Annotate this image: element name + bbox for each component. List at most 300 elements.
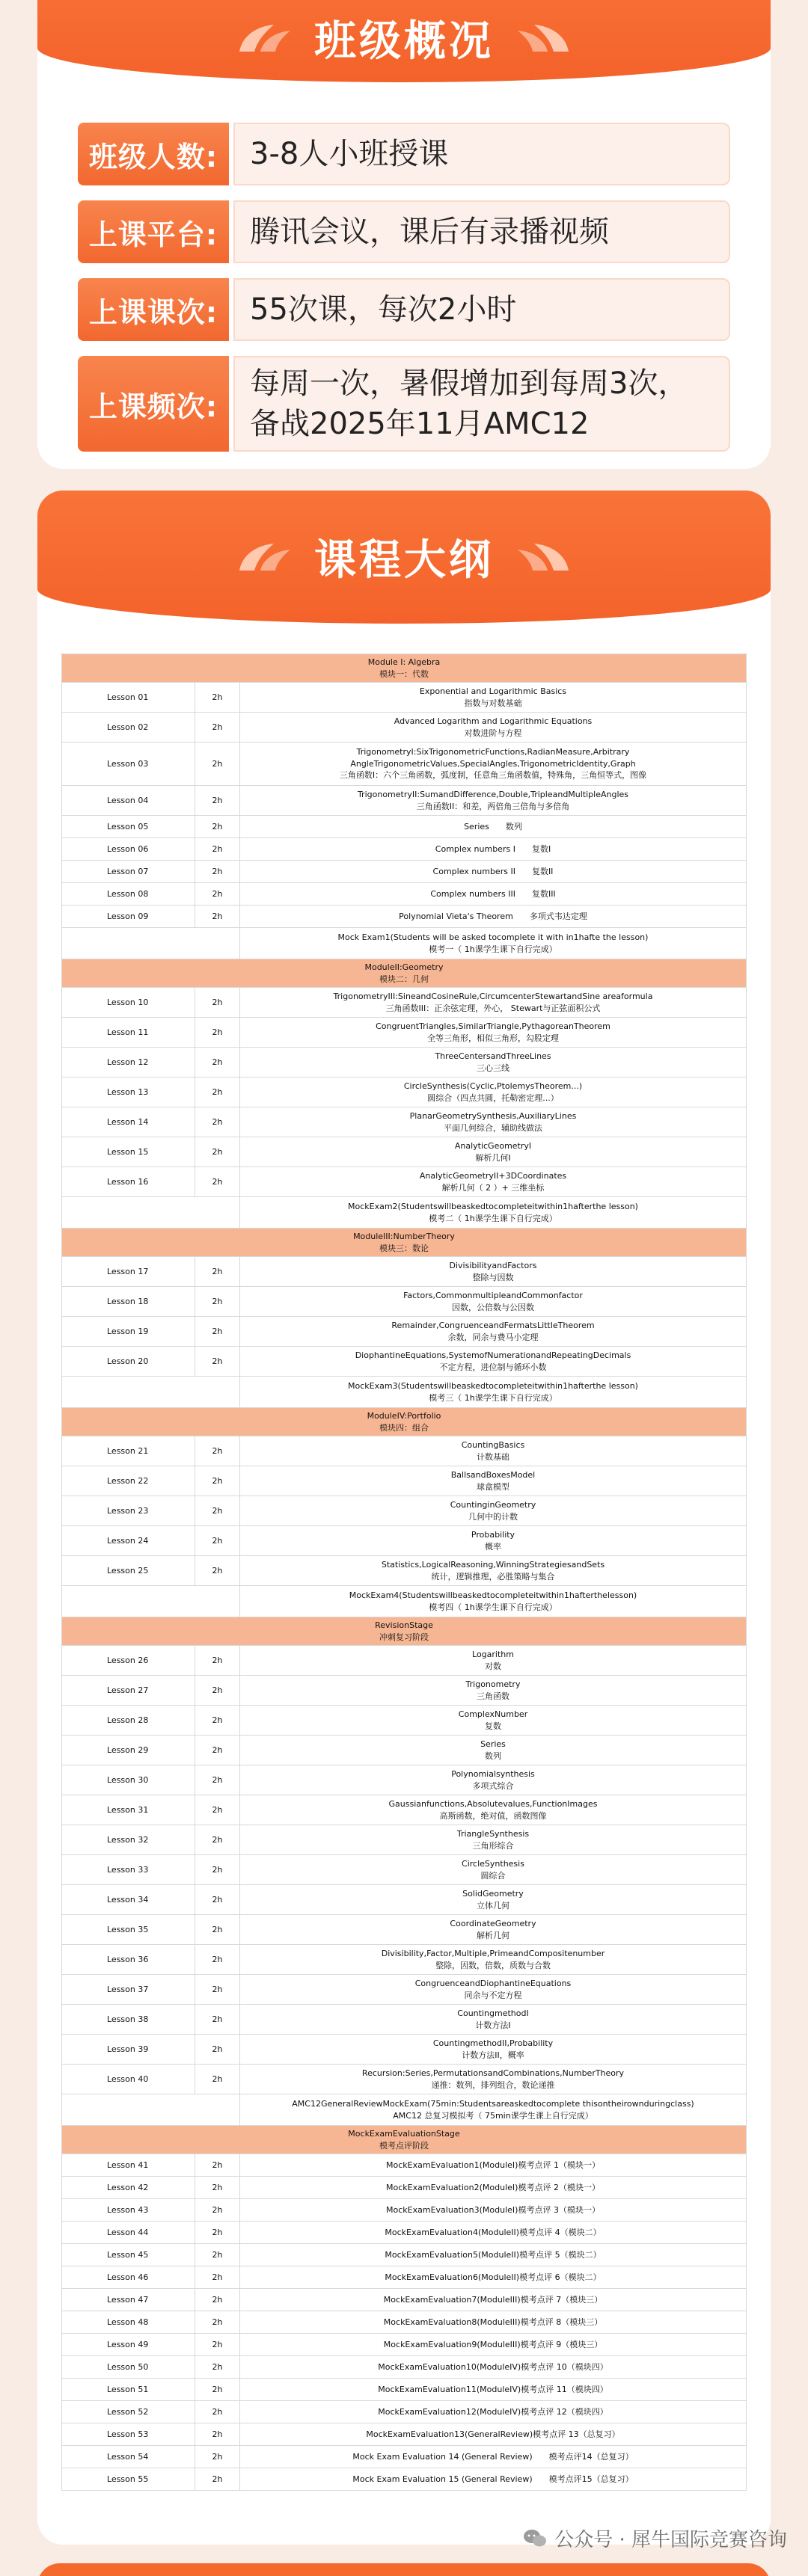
lesson-number: Lesson 21 bbox=[62, 1436, 195, 1466]
lesson-number: Lesson 49 bbox=[62, 2334, 195, 2356]
lesson-row bbox=[62, 2356, 747, 2379]
topic-text: Series bbox=[480, 1739, 506, 1749]
topic-text-cn: 球盒模型 bbox=[477, 1481, 509, 1492]
lesson-hours: 2h bbox=[195, 1765, 240, 1795]
topic-cell bbox=[240, 928, 747, 959]
lesson-row bbox=[62, 1556, 747, 1586]
lesson-hours: 2h bbox=[195, 1975, 240, 2005]
lesson-row bbox=[62, 1676, 747, 1706]
topic-cell bbox=[240, 1347, 747, 1377]
overview-row-platform bbox=[78, 200, 730, 263]
lesson-number: Lesson 12 bbox=[62, 1048, 195, 1078]
topic-cell bbox=[240, 1646, 747, 1676]
topic-cell bbox=[240, 2005, 747, 2035]
topic-text: MockExamEvaluation5(ModuleII)模考点评 5（模块二） bbox=[385, 2249, 602, 2260]
lesson-hours: 2h bbox=[195, 2244, 240, 2266]
topic-text: MockExamEvaluation7(ModuleIII)模考点评 7（模块三） bbox=[383, 2294, 603, 2305]
topic-text: AnalyticGeometryI bbox=[454, 1140, 532, 1151]
lesson-number: Lesson 41 bbox=[62, 2154, 195, 2177]
topic-cell bbox=[240, 2035, 747, 2065]
lesson-row bbox=[62, 2311, 747, 2334]
lesson-number: Lesson 03 bbox=[62, 743, 195, 786]
lesson-row bbox=[62, 2065, 747, 2094]
topic-cell bbox=[240, 988, 747, 1018]
lesson-row bbox=[62, 988, 747, 1018]
overview-value: 每周一次，暑假增加到每周3次， 备战2025年11月AMC12 bbox=[233, 356, 730, 452]
lesson-row bbox=[62, 1287, 747, 1317]
lesson-row bbox=[62, 1018, 747, 1048]
topic-text: Mock Exam Evaluation 14 (General Review) 模考点评14（总复习） bbox=[352, 2451, 634, 2462]
topic-text: PlanarGeometrySynthesis,AuxiliaryLines bbox=[409, 1110, 577, 1121]
lesson-hours: 2h bbox=[195, 1855, 240, 1885]
lesson-number: Lesson 43 bbox=[62, 2199, 195, 2222]
lesson-hours: 2h bbox=[195, 988, 240, 1018]
topic-cell bbox=[240, 2065, 747, 2094]
topic-text: CoordinateGeometry bbox=[450, 1918, 536, 1928]
topic-text: Polynomial Vieta's Theorem 多项式韦达定理 bbox=[399, 911, 587, 921]
topic-text-cn: 计数方法I bbox=[475, 2020, 511, 2030]
overview-label: 上课频次: bbox=[78, 356, 229, 452]
lesson-number: Lesson 54 bbox=[62, 2446, 195, 2468]
lesson-hours: 2h bbox=[195, 2199, 240, 2222]
lesson-number: Lesson 30 bbox=[62, 1765, 195, 1795]
lesson-number: Lesson 13 bbox=[62, 1078, 195, 1107]
topic-cell bbox=[240, 2311, 747, 2334]
topic-text: Gaussianfunctions,Absolutevalues,FunctionImages bbox=[388, 1798, 598, 1809]
module-cell bbox=[62, 1617, 747, 1646]
module-row bbox=[62, 654, 747, 683]
syllabus-table-body bbox=[62, 654, 747, 2491]
module-row bbox=[62, 1408, 747, 1436]
lesson-number: Lesson 34 bbox=[62, 1885, 195, 1915]
lesson-hours: 2h bbox=[195, 1496, 240, 1526]
lesson-hours: 2h bbox=[195, 838, 240, 861]
topic-text: Exponential and Logarithmic Basics bbox=[419, 686, 567, 696]
topic-text-cn: 模考一（ 1h课学生课下自行完成） bbox=[429, 944, 557, 954]
topic-cell bbox=[240, 1825, 747, 1855]
overview-row-sessions bbox=[78, 278, 730, 341]
topic-cell bbox=[240, 1137, 747, 1167]
lesson-number: Lesson 33 bbox=[62, 1855, 195, 1885]
overview-title: 班级概况 bbox=[314, 17, 494, 66]
topic-text: CountingmethodI bbox=[457, 2008, 529, 2018]
lesson-hours: 2h bbox=[195, 1018, 240, 1048]
overview-value: 腾讯会议，课后有录播视频 bbox=[233, 200, 730, 263]
lesson-number: Lesson 28 bbox=[62, 1706, 195, 1736]
topic-text: TrigonometryII:SumandDifference,Double,TripleandMultipleAngles bbox=[357, 789, 629, 799]
lesson-hours: 2h bbox=[195, 2311, 240, 2334]
module-title-cn: 冲刺复习阶段 bbox=[379, 1632, 429, 1642]
lesson-number: Lesson 07 bbox=[62, 861, 195, 883]
lesson-row bbox=[62, 2468, 747, 2491]
leaf-decoration-icon bbox=[235, 541, 293, 574]
topic-text: Series 数列 bbox=[464, 821, 522, 831]
lesson-number: Lesson 09 bbox=[62, 906, 195, 928]
topic-text: MockExam4(Studentswillbeaskedtocompleteitwithin1hafterthelesson) bbox=[349, 1590, 637, 1600]
topic-cell bbox=[240, 2401, 747, 2423]
lesson-number: Lesson 02 bbox=[62, 713, 195, 743]
topic-text: AnalyticGeometryII+3DCoordinates bbox=[419, 1170, 567, 1181]
topic-text-cn: 三心三线 bbox=[477, 1063, 509, 1073]
lesson-number: Lesson 39 bbox=[62, 2035, 195, 2065]
lesson-hours: 2h bbox=[195, 1825, 240, 1855]
topic-cell bbox=[240, 1496, 747, 1526]
lesson-hours: 2h bbox=[195, 2379, 240, 2401]
lesson-number: Lesson 37 bbox=[62, 1975, 195, 2005]
lesson-number: Lesson 48 bbox=[62, 2311, 195, 2334]
lesson-row bbox=[62, 2446, 747, 2468]
topic-text: CongruentTriangles,SimilarTriangle,PythagoreanTheorem bbox=[376, 1021, 610, 1031]
topic-cell bbox=[240, 816, 747, 838]
topic-text: Probability bbox=[471, 1529, 515, 1540]
topic-text: MockExamEvaluation1(ModuleI)模考点评 1（模块一） bbox=[386, 2160, 600, 2170]
leaf-decoration-icon bbox=[515, 541, 573, 574]
topic-text: MockExamEvaluation9(ModuleIII)模考点评 9（模块三） bbox=[383, 2339, 603, 2349]
module-title-cn: 模块四：组合 bbox=[379, 1422, 429, 1433]
lesson-hours: 2h bbox=[195, 1556, 240, 1586]
lesson-hours: 2h bbox=[195, 1287, 240, 1317]
lesson-number: Lesson 55 bbox=[62, 2468, 195, 2491]
lesson-hours: 2h bbox=[195, 1317, 240, 1347]
topic-text: CircleSynthesis(Cyclic,PtolemysTheorem...) bbox=[403, 1080, 583, 1091]
lesson-number: Lesson 14 bbox=[62, 1107, 195, 1137]
overview-row-class-size bbox=[78, 123, 730, 185]
topic-text-cn: 三角函数I：六个三角函数，弧度制，任意角三角函数值，特殊角，三角恒等式，图像 bbox=[339, 770, 647, 781]
lesson-number: Lesson 11 bbox=[62, 1018, 195, 1048]
module-title: ModuleII:Geometry bbox=[364, 962, 444, 972]
topic-text-cn: 多项式综合 bbox=[472, 1780, 514, 1791]
lesson-hours: 2h bbox=[195, 2005, 240, 2035]
topic-text-cn: 立体几何 bbox=[477, 1900, 509, 1911]
module-title: ModuleIII:NumberTheory bbox=[353, 1231, 455, 1241]
lesson-row bbox=[62, 1975, 747, 2005]
module-title-cn: 模块三：数论 bbox=[379, 1243, 429, 1253]
lesson-row bbox=[62, 2199, 747, 2222]
topic-cell bbox=[240, 1706, 747, 1736]
topic-cell bbox=[240, 1317, 747, 1347]
lesson-number: Lesson 18 bbox=[62, 1287, 195, 1317]
topic-text-cn: AMC12 总复习模拟考（ 75min课学生课上自行完成） bbox=[393, 2110, 593, 2121]
topic-cell bbox=[240, 1257, 747, 1287]
topic-cell bbox=[240, 2468, 747, 2491]
lesson-number: Lesson 27 bbox=[62, 1676, 195, 1706]
topic-text: Trigonometry bbox=[465, 1679, 521, 1689]
topic-cell bbox=[240, 2289, 747, 2311]
lesson-hours: 2h bbox=[195, 683, 240, 713]
topic-text: CircleSynthesis bbox=[462, 1858, 524, 1869]
topic-cell bbox=[240, 1915, 747, 1945]
lesson-number: Lesson 46 bbox=[62, 2266, 195, 2289]
lesson-hours: 2h bbox=[195, 2035, 240, 2065]
lesson-hours: 2h bbox=[195, 1915, 240, 1945]
module-row bbox=[62, 959, 747, 988]
lesson-row bbox=[62, 2379, 747, 2401]
lesson-row bbox=[62, 786, 747, 816]
lesson-row bbox=[62, 1765, 747, 1795]
topic-cell bbox=[240, 2334, 747, 2356]
topic-text-cn: 计数基础 bbox=[477, 1451, 509, 1462]
topic-text-cn: 圆综合 bbox=[480, 1870, 506, 1881]
lesson-number: Lesson 23 bbox=[62, 1496, 195, 1526]
lesson-row bbox=[62, 2005, 747, 2035]
class-overview-card bbox=[37, 0, 771, 469]
lesson-hours: 2h bbox=[195, 1526, 240, 1556]
lesson-number: Lesson 50 bbox=[62, 2356, 195, 2379]
lesson-hours: 2h bbox=[195, 1107, 240, 1137]
topic-text-cn: 复数 bbox=[485, 1721, 501, 1731]
lesson-row bbox=[62, 906, 747, 928]
lesson-row bbox=[62, 1825, 747, 1855]
lesson-number: Lesson 29 bbox=[62, 1736, 195, 1765]
lesson-number: Lesson 06 bbox=[62, 838, 195, 861]
topic-text-cn: 因数，公倍数与公因数 bbox=[452, 1302, 534, 1312]
lesson-row bbox=[62, 2334, 747, 2356]
topic-cell bbox=[240, 1436, 747, 1466]
lesson-hours: 2h bbox=[195, 861, 240, 883]
lesson-hours: 2h bbox=[195, 1795, 240, 1825]
topic-text: MockExamEvaluation4(ModuleII)模考点评 4（模块二） bbox=[385, 2227, 602, 2237]
lesson-row bbox=[62, 713, 747, 743]
lesson-hours: 2h bbox=[195, 906, 240, 928]
topic-cell bbox=[240, 743, 747, 786]
lesson-row bbox=[62, 1466, 747, 1496]
topic-text-cn: 三角形综合 bbox=[472, 1840, 514, 1851]
topic-cell bbox=[240, 1377, 747, 1408]
topic-cell bbox=[240, 2154, 747, 2177]
topic-text: TrigonometryIII:SineandCosineRule,CircumcenterStewartandSine areaformula bbox=[333, 991, 653, 1001]
watermark-text: 公众号 · 犀牛国际竞赛咨询 bbox=[554, 2529, 787, 2551]
topic-text-cn: 概率 bbox=[485, 1541, 501, 1552]
lesson-row bbox=[62, 1167, 747, 1197]
lesson-row bbox=[62, 1317, 747, 1347]
topic-cell bbox=[240, 1736, 747, 1765]
lesson-hours: 2h bbox=[195, 1257, 240, 1287]
topic-cell bbox=[240, 2094, 747, 2126]
empty-cell bbox=[62, 2094, 240, 2126]
lesson-row bbox=[62, 1795, 747, 1825]
topic-cell bbox=[240, 2222, 747, 2244]
lesson-number: Lesson 05 bbox=[62, 816, 195, 838]
module-title: RevisionStage bbox=[375, 1620, 433, 1630]
topic-cell bbox=[240, 1945, 747, 1975]
topic-text-cn: 全等三角形，相似三角形，勾股定理 bbox=[427, 1033, 559, 1043]
leaf-decoration-icon bbox=[235, 22, 293, 55]
topic-cell bbox=[240, 2266, 747, 2289]
lesson-number: Lesson 08 bbox=[62, 883, 195, 906]
lesson-number: Lesson 04 bbox=[62, 786, 195, 816]
lesson-row bbox=[62, 743, 747, 786]
topic-text: Mock Exam Evaluation 15 (General Review) 模考点评15（总复习） bbox=[352, 2474, 634, 2484]
lesson-number: Lesson 40 bbox=[62, 2065, 195, 2094]
lesson-row bbox=[62, 2222, 747, 2244]
mock-exam-row bbox=[62, 1377, 747, 1408]
topic-cell bbox=[240, 2356, 747, 2379]
topic-text: SolidGeometry bbox=[462, 1888, 524, 1899]
topic-cell bbox=[240, 861, 747, 883]
topic-text: AMC12GeneralReviewMockExam(75min:Studentsareaskedtocomplete thisontheirownduringclass) bbox=[292, 2098, 694, 2109]
topic-text: ComplexNumber bbox=[458, 1709, 528, 1719]
module-cell bbox=[62, 2126, 747, 2154]
topic-text-cn: 圆综合（四点共圆，托勒密定理...） bbox=[427, 1092, 559, 1103]
lesson-row bbox=[62, 2177, 747, 2199]
topic-text-cn: 三角函数II：和差，两倍角三倍角与多倍角 bbox=[416, 801, 570, 811]
topic-cell bbox=[240, 1167, 747, 1197]
lesson-hours: 2h bbox=[195, 2356, 240, 2379]
lesson-number: Lesson 47 bbox=[62, 2289, 195, 2311]
lesson-row bbox=[62, 2401, 747, 2423]
topic-text-cn: 不定方程，进位制与循环小数 bbox=[439, 1362, 547, 1372]
lesson-row bbox=[62, 1347, 747, 1377]
topic-text: CountingmethodII,Probability bbox=[432, 2038, 554, 2048]
lesson-row bbox=[62, 1436, 747, 1466]
lesson-row bbox=[62, 816, 747, 838]
topic-cell bbox=[240, 1556, 747, 1586]
module-title: ModuleIV:Portfolio bbox=[367, 1410, 441, 1421]
lesson-hours: 2h bbox=[195, 2334, 240, 2356]
lesson-hours: 2h bbox=[195, 1706, 240, 1736]
wechat-icon bbox=[523, 2529, 547, 2548]
lesson-number: Lesson 16 bbox=[62, 1167, 195, 1197]
topic-text-cn: 三角函数III：正余弦定理，外心， Stewart与正弦面积公式 bbox=[385, 1003, 601, 1013]
overview-label: 班级人数: bbox=[78, 123, 229, 185]
topic-text: Logarithm bbox=[472, 1649, 514, 1659]
topic-text: MockExamEvaluation12(ModuleIV)模考点评 12（模块四） bbox=[378, 2406, 608, 2417]
topic-cell bbox=[240, 906, 747, 928]
topic-text: CountinginGeometry bbox=[450, 1499, 536, 1510]
topic-cell bbox=[240, 1107, 747, 1137]
lesson-row bbox=[62, 1137, 747, 1167]
lesson-row bbox=[62, 1048, 747, 1078]
topic-text-cn: 几何中的计数 bbox=[468, 1511, 518, 1522]
mock-exam-row bbox=[62, 2094, 747, 2126]
topic-cell bbox=[240, 2199, 747, 2222]
lesson-row bbox=[62, 1078, 747, 1107]
topic-cell bbox=[240, 1466, 747, 1496]
mock-exam-row bbox=[62, 1586, 747, 1617]
lesson-number: Lesson 38 bbox=[62, 2005, 195, 2035]
topic-text-cn: 对数进阶与方程 bbox=[464, 728, 522, 738]
overview-header bbox=[37, 0, 771, 82]
topic-cell bbox=[240, 2446, 747, 2468]
syllabus-table bbox=[61, 654, 747, 2491]
lesson-number: Lesson 24 bbox=[62, 1526, 195, 1556]
lesson-row bbox=[62, 1257, 747, 1287]
lesson-hours: 2h bbox=[195, 2222, 240, 2244]
topic-cell bbox=[240, 683, 747, 713]
topic-text: MockExam3(Studentswillbeaskedtocompleteitwithin1hafterthe lesson) bbox=[348, 1380, 638, 1391]
topic-cell bbox=[240, 2244, 747, 2266]
topic-text: Complex numbers I 复数I bbox=[435, 843, 551, 854]
lesson-hours: 2h bbox=[195, 1736, 240, 1765]
module-cell bbox=[62, 1229, 747, 1257]
topic-cell bbox=[240, 2379, 747, 2401]
lesson-row bbox=[62, 1885, 747, 1915]
topic-text-cn: 高斯函数，绝对值，函数图像 bbox=[439, 1810, 547, 1821]
lesson-row bbox=[62, 1855, 747, 1885]
topic-text-cn: 解析几何（ 2 ）+ 三维坐标 bbox=[441, 1182, 545, 1193]
topic-cell bbox=[240, 713, 747, 743]
topic-text: Complex numbers III 复数III bbox=[430, 888, 556, 899]
topic-cell bbox=[240, 1287, 747, 1317]
topic-text: MockExam2(Studentswillbeaskedtocompleteitwithin1hafterthe lesson) bbox=[348, 1201, 638, 1211]
lesson-hours: 2h bbox=[195, 1078, 240, 1107]
topic-cell bbox=[240, 1197, 747, 1229]
topic-text-cn: 模考二（ 1h课学生课下自行完成） bbox=[429, 1213, 557, 1223]
next-section-strip bbox=[37, 2563, 771, 2576]
lesson-number: Lesson 22 bbox=[62, 1466, 195, 1496]
topic-text: Advanced Logarithm and Logarithmic Equations bbox=[394, 716, 593, 726]
topic-cell bbox=[240, 883, 747, 906]
overview-value: 3-8人小班授课 bbox=[233, 123, 730, 185]
topic-text: ThreeCentersandThreeLines bbox=[435, 1051, 551, 1061]
empty-cell bbox=[62, 1377, 240, 1408]
topic-text-cn: 统计，逻辑推理，必胜策略与集合 bbox=[431, 1571, 555, 1581]
lesson-hours: 2h bbox=[195, 2289, 240, 2311]
syllabus-title: 课程大纲 bbox=[314, 536, 494, 585]
topic-cell bbox=[240, 786, 747, 816]
module-title-cn: 模块一：代数 bbox=[379, 668, 429, 679]
module-title: MockExamEvaluationStage bbox=[348, 2128, 460, 2139]
lesson-hours: 2h bbox=[195, 1646, 240, 1676]
lesson-hours: 2h bbox=[195, 1466, 240, 1496]
lesson-row bbox=[62, 1915, 747, 1945]
topic-text: MockExamEvaluation11(ModuleIV)模考点评 11（模块四） bbox=[378, 2384, 608, 2394]
topic-text: MockExamEvaluation6(ModuleII)模考点评 6（模块二） bbox=[385, 2272, 602, 2282]
module-title: Module I: Algebra bbox=[367, 657, 441, 667]
lesson-hours: 2h bbox=[195, 1347, 240, 1377]
topic-text: Mock Exam1(Students will be asked tocomplete it with in1hafte the lesson) bbox=[337, 932, 649, 942]
topic-cell bbox=[240, 1975, 747, 2005]
topic-cell bbox=[240, 1586, 747, 1617]
lesson-number: Lesson 51 bbox=[62, 2379, 195, 2401]
mock-exam-row bbox=[62, 1197, 747, 1229]
topic-text-cn: 模考三（ 1h课学生课下自行完成） bbox=[429, 1392, 557, 1403]
lesson-number: Lesson 20 bbox=[62, 1347, 195, 1377]
topic-text: Factors,CommonmultipleandCommonfactor bbox=[403, 1290, 583, 1300]
topic-text-cn: 计数方法II，概率 bbox=[462, 2050, 524, 2060]
lesson-number: Lesson 26 bbox=[62, 1646, 195, 1676]
topic-text: MockExamEvaluation2(ModuleI)模考点评 2（模块一） bbox=[386, 2182, 600, 2192]
lesson-hours: 2h bbox=[195, 2177, 240, 2199]
lesson-row bbox=[62, 838, 747, 861]
topic-text-cn: 三角函数 bbox=[477, 1691, 509, 1701]
lesson-hours: 2h bbox=[195, 1048, 240, 1078]
topic-text: TrigonometryI:SixTrigonometricFunctions,RadianMeasure,Arbitrary AngleTrigonometricValues,SpecialAngles,TrigonometricIdentity,Graph bbox=[350, 746, 636, 769]
topic-cell bbox=[240, 1795, 747, 1825]
topic-text: MockExamEvaluation13(GeneralReview)模考点评 13（总复习） bbox=[366, 2429, 620, 2439]
lesson-hours: 2h bbox=[195, 2401, 240, 2423]
lesson-hours: 2h bbox=[195, 2468, 240, 2491]
topic-text-cn: 对数 bbox=[485, 1661, 501, 1671]
topic-text: MockExamEvaluation8(ModuleIII)模考点评 8（模块三） bbox=[383, 2317, 603, 2327]
lesson-number: Lesson 42 bbox=[62, 2177, 195, 2199]
lesson-number: Lesson 53 bbox=[62, 2423, 195, 2446]
topic-text: MockExamEvaluation3(ModuleI)模考点评 3（模块一） bbox=[386, 2204, 600, 2215]
topic-text-cn: 指数与对数基础 bbox=[464, 698, 522, 708]
lesson-row bbox=[62, 1526, 747, 1556]
topic-text: Statistics,LogicalReasoning,WinningStrategiesandSets bbox=[381, 1559, 605, 1570]
lesson-hours: 2h bbox=[195, 786, 240, 816]
topic-text: Recursion:Series,PermutationsandCombinations,NumberTheory bbox=[361, 2068, 625, 2078]
topic-cell bbox=[240, 1526, 747, 1556]
lesson-number: Lesson 19 bbox=[62, 1317, 195, 1347]
lesson-number: Lesson 31 bbox=[62, 1795, 195, 1825]
overview-row-frequency bbox=[78, 356, 730, 452]
topic-text: DivisibilityandFactors bbox=[449, 1260, 537, 1270]
empty-cell bbox=[62, 928, 240, 959]
topic-text-cn: 整除，因数，倍数，质数与合数 bbox=[435, 1960, 551, 1970]
topic-text-cn: 解析几何I bbox=[475, 1152, 511, 1163]
